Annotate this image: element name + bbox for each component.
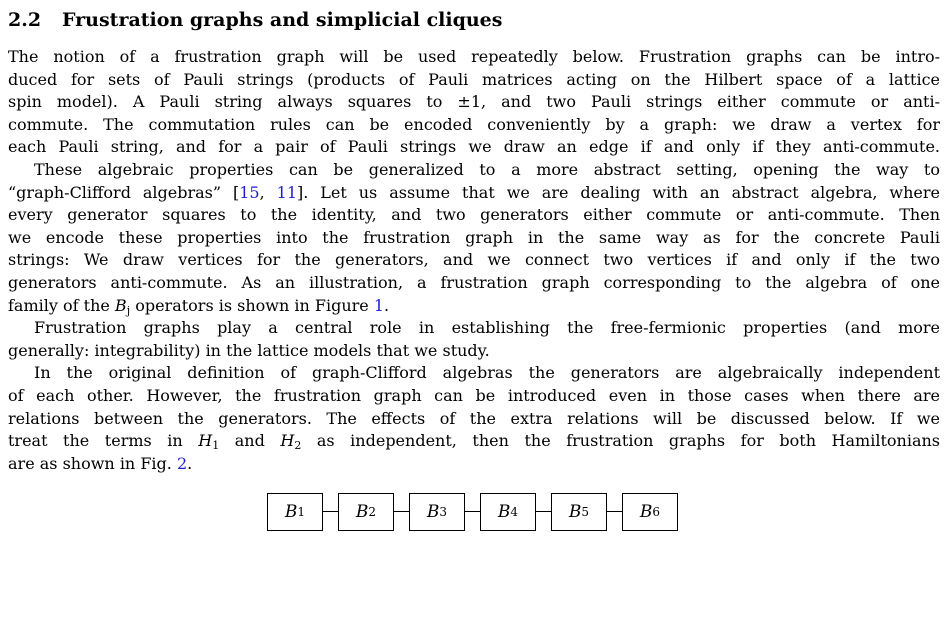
text-run: are as shown in Fig. xyxy=(8,453,177,473)
graph-edge xyxy=(607,511,622,512)
text-run: operators is shown in Figure xyxy=(130,295,374,315)
text-line xyxy=(8,385,940,407)
vertex-letter: B xyxy=(639,502,653,522)
text-line xyxy=(8,159,940,181)
text-run: “graph-Clifford algebras” [ xyxy=(8,182,240,202)
text-line xyxy=(8,69,940,91)
text-run: every generator squares to the identity, and two generators either commute or anti-commute. Then xyxy=(8,205,940,225)
text-line xyxy=(8,340,940,362)
graph-vertex-b5: B 5 xyxy=(551,493,607,531)
text-run: Frustration graphs play a central role in establishing the free-fermionic properties (and more xyxy=(34,318,940,338)
text-run: we encode these properties into the frustration graph in the same way as for the concrete Pauli xyxy=(8,227,940,247)
text-run: In the original definition of graph-Clifford algebras the generators are algebraically independent xyxy=(34,363,940,383)
text-line xyxy=(8,46,940,68)
graph-edge xyxy=(465,511,480,512)
math-subscript: j xyxy=(126,303,131,317)
text-run: These algebraic properties can be generalized to a more abstract setting, opening the way to xyxy=(34,160,940,179)
text-run: each Pauli string, and for a pair of Pauli strings we draw an edge if and only if they anti-commute. xyxy=(8,137,940,157)
text-line xyxy=(8,295,940,317)
text-run: generally: integrability) in the lattice models that we study. xyxy=(8,340,490,360)
math-subscript: 1 xyxy=(212,439,220,453)
math-subscript: 2 xyxy=(294,439,302,453)
text-run: duced for sets of Pauli strings (products of Pauli matrices acting on the Hilbert space of a lattice xyxy=(8,69,940,89)
text-line xyxy=(8,182,940,204)
graph-vertex-b6: B 6 xyxy=(622,493,678,531)
text-line xyxy=(8,114,940,136)
text-run: . xyxy=(384,295,390,315)
graph-edge xyxy=(536,511,551,512)
text-run: The notion of a frustration graph will be used repeatedly below. Frustration graphs can be intro- xyxy=(8,47,940,66)
graph-vertex-b3: B 3 xyxy=(409,493,465,531)
vertex-letter: B xyxy=(426,502,440,522)
vertex-letter: B xyxy=(568,502,582,522)
section-number: 2.2 xyxy=(8,9,42,31)
text-run: spin model). A Pauli string always squares to ±1, and two Pauli strings either commute or anti- xyxy=(8,92,940,112)
section-heading xyxy=(8,8,502,32)
math-symbol: H xyxy=(280,431,295,451)
text-line xyxy=(8,136,940,158)
citation-link[interactable]: 1 xyxy=(373,295,385,315)
text-line xyxy=(8,408,940,430)
text-line xyxy=(8,430,940,452)
text-line xyxy=(8,317,940,339)
text-line xyxy=(8,249,940,271)
text-line xyxy=(8,272,940,294)
text-run: commute. The commutation rules can be encoded conveniently by a graph: we draw a vertex for xyxy=(8,114,940,134)
text-run: strings: We draw vertices for the generators, and we connect two vertices if and only if the two xyxy=(8,250,940,270)
citation-link[interactable]: 2 xyxy=(176,453,188,473)
text-line xyxy=(8,362,940,384)
graph-vertex-b4: B 4 xyxy=(480,493,536,531)
text-run: generators anti-commute. As an illustration, a frustration graph corresponding to the algebra of one xyxy=(8,273,940,292)
vertex-letter: B xyxy=(355,502,369,522)
graph-vertex-b2: B 2 xyxy=(338,493,394,531)
text-run: and xyxy=(219,431,281,451)
text-run: relations between the generators. The effects of the extra relations will be discussed below. If we xyxy=(8,408,940,428)
math-symbol: B xyxy=(114,295,127,315)
text-run: as independent, then the frustration graphs for both Hamiltonians xyxy=(301,431,940,451)
text-run: , xyxy=(259,182,277,202)
text-line xyxy=(8,204,940,226)
text-line xyxy=(8,453,940,475)
graph-vertex-b1: B 1 xyxy=(267,493,323,531)
text-line xyxy=(8,91,940,113)
graph-edge xyxy=(323,511,338,512)
vertex-letter: B xyxy=(497,502,511,522)
citation-link[interactable]: 11 xyxy=(276,182,297,202)
text-run: treat the terms in xyxy=(8,431,199,451)
vertex-letter: B xyxy=(284,502,298,522)
text-run: family of the xyxy=(8,295,115,315)
frustration-graph-chain xyxy=(0,488,949,538)
graph-edge xyxy=(394,511,409,512)
text-run: . xyxy=(187,453,193,473)
citation-link[interactable]: 15 xyxy=(239,182,260,202)
text-run: ]. Let us assume that we are dealing with an abstract algebra, where xyxy=(297,182,941,202)
math-symbol: H xyxy=(198,431,213,451)
text-line xyxy=(8,227,940,249)
text-run: of each other. However, the frustration graph can be introduced even in those cases when there are xyxy=(8,386,940,405)
section-title: Frustration graphs and simplicial cliques xyxy=(62,9,503,31)
